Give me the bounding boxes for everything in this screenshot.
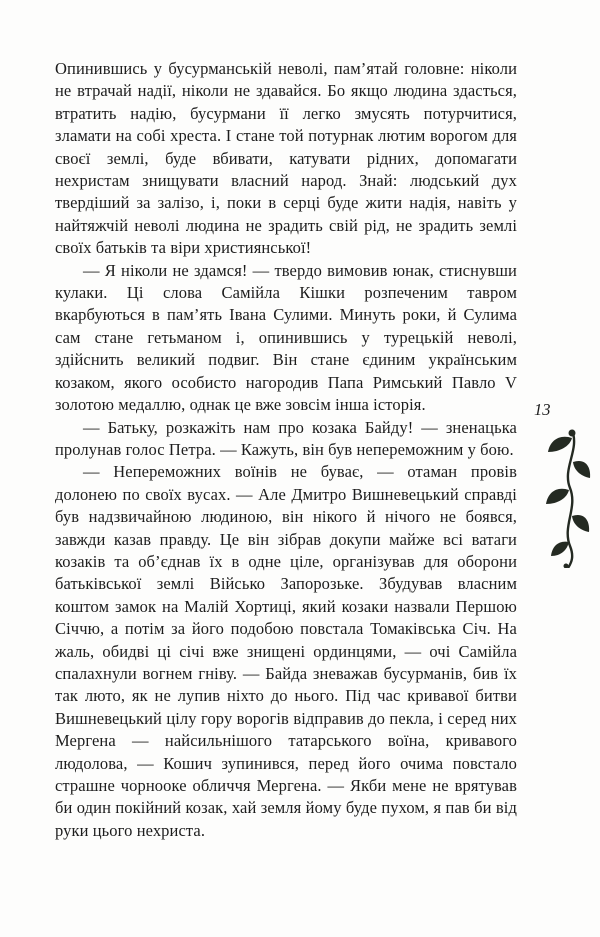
- floral-ornament-icon: [542, 428, 592, 568]
- page-text: [55, 58, 517, 842]
- page-number: 13: [534, 400, 551, 419]
- paragraph-dialogue-otaman: — Непереможних воїнів не буває, — отаман провів долонею по своїх вусах. — Але Дмитро Вишневецький справді був надзвичайною людиною, він нікого й нічого не боявся, завжди казав правду. Це він зібрав докупи майже всі ватаги козаків та об’єднав їх в одне ціле, організував для оборони батьківської землі Військо Запорозьке. Збудував власним коштом замок на Малій Хортиці, який козаки назвали Першою Січчю, а потім за його подобою повстала Томаківська Січ. На жаль, обидві ці січі вже знищені ординцями, — очі Самійла спалахнули вогнем гніву. — Байда зневажав бусурманів, бив їх так люто, як не лупив ніхто до нього. Під час кривавої битви Вишневецький цілу гору ворогів відправив до пекла, і серед них Мергена — найсильнішого татарського воїна, кривавого людолова, — Кошич зупинився, перед його очима повстало страшне чорнооке обличчя Мергена. — Якби мене не врятував би один покійний козак, хай земля йому буде пухом, я пав би від руки цього нехриста.: [55, 462, 517, 840]
- paragraph-dialogue-petro: — Батьку, розкажіть нам про козака Байду! — зненацька пролунав голос Петра. — Кажуть, він був непереможним у бою.: [55, 417, 517, 459]
- paragraph-narration: Опинившись у бусурманській неволі, пам’ятай головне: ніколи не втрачай надії, ніколи не здавайся. Бо якщо людина здасться, втратить надію, бусурмани її легко змусять потурчитися, зламати на собі хреста. І стане той потурнак лютим ворогом для своєї землі, буде вбивати, катувати рідних, допомагати нехристам знищувати власний народ. Знай: людський дух твердіший за залізо, і, поки в серці буде жити надія, навіть у найтяжчій неволі людина не зрадить свій рід, не зрадить землі своїх батьків та віри християнської!: [55, 59, 517, 258]
- paragraph-dialogue-sulyma: — Я ніколи не здамся! — твердо вимовив юнак, стиснувши кулаки. Ці слова Самійла Кішки розпеченим тавром вкарбуються в пам’ять Івана Сулими. Минуть роки, й Сулима сам стане гетьманом і, опинившись у турецькій неволі, здійснить великий подвиг. Він стане єдиним українським козаком, якого особисто нагородив Папа Римський Павло V золотою медаллю, однак це вже зовсім інша історія.: [55, 260, 517, 415]
